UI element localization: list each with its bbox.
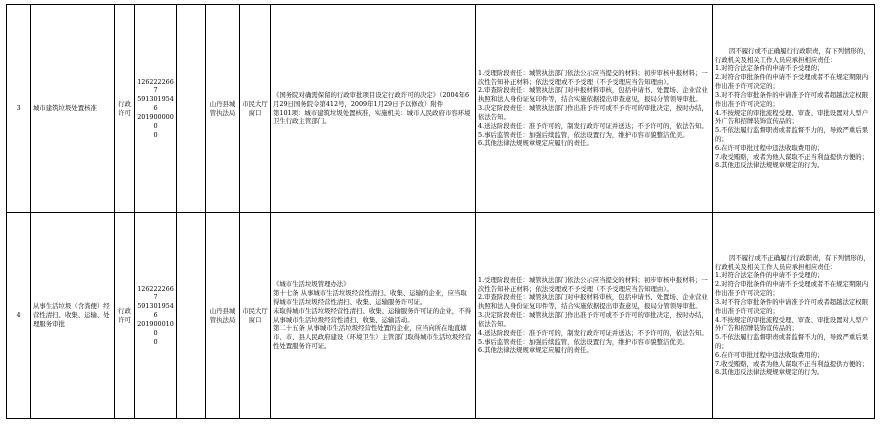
empty-cell bbox=[177, 213, 206, 419]
responsibility-item: 2.审查阶段责任：城管执法部门对申报材料审核，包括申请书、处置场、企业营业执照和法人身份证复印件等，结合实施依据提出审查意见，报局分管领导审批。 bbox=[478, 293, 708, 311]
legal-basis-paragraph: 第二十五条 从事城市生活垃圾经营性处置的企业，应当向所在地直辖市、市、县人民政府建设（环境卫生）主管部门取得城市生活垃圾经营性处置服务许可证。 bbox=[273, 324, 472, 350]
accountability-item: 1.对符合法定条件的申请不予受理的； bbox=[715, 64, 824, 73]
accountability-item: 6.在许可审批过程中违法收取费用的； bbox=[715, 143, 824, 152]
item-code-line: 2019000000 bbox=[137, 112, 174, 130]
item-type-cell: 行政许可 bbox=[115, 213, 135, 419]
accountability-item: 8.其他违反法律法规规章规定的行为。 bbox=[715, 368, 824, 377]
accountability-item: 1.对符合法定条件的申请不予受理的； bbox=[715, 271, 824, 280]
accountability-item: 3.对不符合审批条件的申请准予许可或者超越法定权限作出准予许可决定的； bbox=[715, 297, 869, 315]
responsibility-item: 6.其他法律法规规章规定应履行的责任。 bbox=[478, 346, 593, 355]
accountability-intro: 因不履行或不正确履行行政职责，有下列情形的，行政机关及相关工作人员应承担相应责任： bbox=[715, 46, 870, 64]
item-code-line: 2019000100 bbox=[137, 319, 174, 337]
accountability-cell bbox=[713, 213, 875, 419]
accountability-item: 3.对不符合审批条件的申请准予许可或者超越法定权限作出准予许可决定的； bbox=[715, 90, 869, 108]
accountability-cell bbox=[713, 5, 875, 213]
legal-basis-paragraph: 未取得城市生活垃圾经营性清扫、收集、运输服务许可证的企业，不得从事城市生活垃圾经营性清扫、收集、运输活动。 bbox=[273, 306, 472, 324]
accountability-item: 2.对符合审批条件的申请不予受理或者不在规定期限内作出准予许可决定的； bbox=[715, 280, 869, 298]
empty-cell bbox=[177, 5, 206, 213]
accountability-item: 4.不按规定的审批流程受理、审查、审批设置对人型户外广告和招牌装饰宣传品的； bbox=[715, 108, 869, 126]
legal-basis-paragraph: 第十七条 从事城市生活垃圾经营性清扫、收集、运输的企业，应当取得城市生活垃圾经营性清扫、收集、运输服务许可证。 bbox=[273, 289, 467, 306]
accountability-intro: 因不履行或不正确履行行政职责，有下列情形的，行政机关及相关工作人员应承担相应责任： bbox=[715, 253, 870, 271]
department-cell: 山丹县城管执法局 bbox=[206, 213, 240, 419]
service-window-cell: 市民大厅窗口 bbox=[240, 5, 271, 213]
accountability-item: 5.不依法履行监督职责或者监督不力的，导致严重后果的； bbox=[715, 126, 869, 143]
accountability-item: 4.不按规定的审批流程受理、审查、审批设置对人型户外广告和招牌装饰宣传品的； bbox=[715, 315, 869, 333]
responsibility-item: 5.事后监管责任：加强后续监管，依法设置行为，维护市容市貌整洁优美。 bbox=[478, 337, 689, 346]
responsibility-table bbox=[6, 4, 875, 419]
responsibility-item: 6.其他法律法规规章规定应履行的责任。 bbox=[478, 139, 593, 148]
seq-cell: 4 bbox=[7, 213, 31, 419]
responsibility-item: 3.决定阶段责任：城管执法部门作出准予许可或不予许可的审批决定，按时办结，依法告知。 bbox=[478, 311, 708, 328]
department-cell: 山丹县城管执法局 bbox=[206, 5, 240, 213]
seq-cell: 3 bbox=[7, 5, 31, 213]
legal-basis-paragraph: 第101项：城市建筑垃圾处置核准，实施机关：城市人民政府市容环境卫生行政主管部门。 bbox=[273, 108, 471, 126]
responsibility-item: 2.审查阶段责任：城管执法部门对申报材料审核，包括申请书、处置场、企业营业执照和法人身份证复印件等，结合实施依据提出审查意见，报局分管领导审批。 bbox=[478, 86, 708, 104]
item-code-line: 1262222667 bbox=[137, 77, 174, 95]
accountability-item: 8.其他违反法律法规规章规定的行为。 bbox=[715, 161, 824, 170]
accountability-item: 5.不依法履行监督职责或者监督不力的，导致严重后果的； bbox=[715, 333, 869, 350]
accountability-item: 7.收受贿赂，或者为他人谋取不正当利益提供方便的； bbox=[715, 359, 869, 368]
item-code-line: 5913019546 bbox=[137, 302, 174, 320]
responsibility-item: 4.送达阶段责任：准予许可的，制发行政许可证并送达；不予许可的，依法告知。 bbox=[478, 121, 708, 130]
responsibility-cell bbox=[476, 5, 713, 213]
service-window-cell: 市民大厅窗口 bbox=[240, 213, 271, 419]
responsibility-item: 1.受理阶段责任：城管执法部门依法公示应当提交的材料；初步审核申报材料；一次性告知补正材料；依法受理或不予受理（不予受理应当告知理由）。 bbox=[478, 275, 708, 293]
accountability-item: 7.收受贿赂，或者为他人谋取不正当利益提供方便的； bbox=[715, 152, 869, 161]
responsibility-item: 3.决定阶段责任：城管执法部门作出准予许可或不予许可的审批决定，按时办结，依法告知。 bbox=[478, 104, 708, 121]
responsibility-cell bbox=[476, 213, 713, 419]
item-code-cell bbox=[135, 5, 177, 213]
legal-basis-cell bbox=[271, 5, 476, 213]
item-code-line: 0 bbox=[153, 130, 158, 139]
table-row bbox=[7, 213, 875, 419]
table-row bbox=[7, 5, 875, 213]
responsibility-item: 5.事后监管责任：加强后续监管，依法设置行为，维护市容市貌整洁优美。 bbox=[478, 130, 689, 139]
item-name-cell: 从事生活垃圾（含粪便）经营性清扫、收集、运输、处理服务审批 bbox=[31, 213, 115, 419]
legal-basis-cell bbox=[271, 213, 476, 419]
responsibility-item: 4.送达阶段责任：准予许可的，制发行政许可证并送达；不予许可的，依法告知。 bbox=[478, 328, 708, 337]
accountability-item: 2.对符合审批条件的申请不予受理或者不在规定期限内作出准予许可决定的； bbox=[715, 73, 869, 91]
item-name-cell: 城市建筑垃圾处置核准 bbox=[31, 5, 115, 213]
responsibility-item: 1.受理阶段责任：城管执法部门依法公示应当提交的材料；初步审核申报材料；一次性告知补正材料；依法受理或不予受理（不予受理应当告知理由）。 bbox=[478, 68, 708, 86]
legal-basis-title: 《城市生活垃圾管理办法》 bbox=[273, 280, 350, 289]
accountability-item: 6.在许可审批过程中违法收取费用的； bbox=[715, 350, 824, 359]
item-code-line: 0 bbox=[153, 337, 158, 346]
item-code-cell bbox=[135, 213, 177, 419]
item-code-line: 1262222667 bbox=[137, 284, 174, 302]
item-type-cell: 行政许可 bbox=[115, 5, 135, 213]
legal-basis-paragraph: 《国务院对确需保留的行政审批项目设定行政许可的决定》（2004年6月29日国务院令第412号，2009年1月29日予以修改）附件 bbox=[273, 90, 470, 108]
item-code-line: 5913019546 bbox=[137, 95, 174, 113]
